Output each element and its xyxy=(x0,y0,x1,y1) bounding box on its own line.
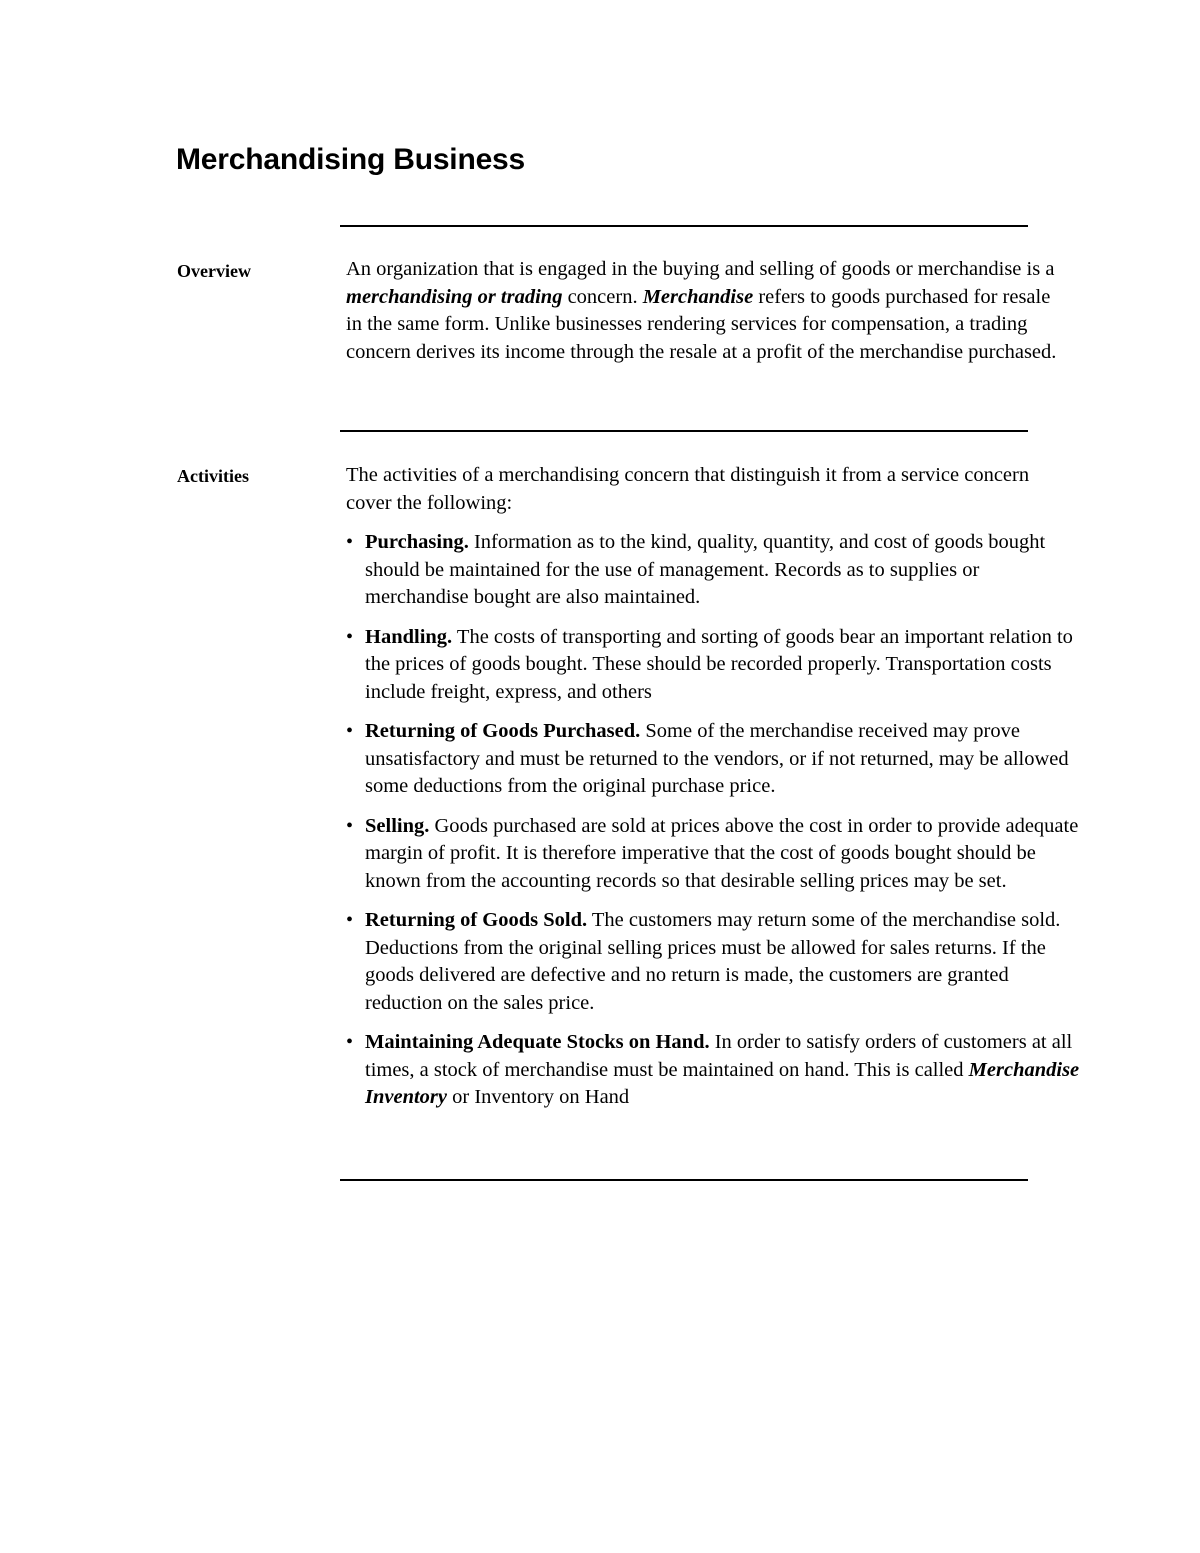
activity-text: The customers may return some of the merchandise sold. Deductions from the original selling prices must be allowed for sales returns. If the goods delivered are defective and no return is made, the customers are granted reduction on the sales price. xyxy=(365,909,1061,1014)
section-divider-middle xyxy=(340,430,1028,432)
activity-text: Goods purchased are sold at prices above the cost in order to provide adequate margin of profit. It is therefore imperative that the cost of goods bought should be known from the accounting records so that desirable selling prices may be set. xyxy=(365,814,1079,892)
activity-item-selling xyxy=(346,813,1090,896)
activity-item-purchasing xyxy=(346,529,1080,612)
overview-text-middle: concern. xyxy=(562,285,643,308)
activity-title: Purchasing. xyxy=(365,531,469,553)
bullet-icon: • xyxy=(346,814,354,837)
overview-text-after: refers to goods purchased for resale in the same form. Unlike businesses rendering services for compensation, a trading concern derives its income through the resale at a profit of the merchandise purchased. xyxy=(346,285,1057,363)
activity-title: Returning of Goods Sold. xyxy=(365,909,588,931)
overview-text-before: An organization that is engaged in the buying and selling of goods or merchandise is a xyxy=(346,258,1055,280)
merchandising-or-trading-term: merchandising or trading xyxy=(346,285,563,308)
activity-item-maintaining-stocks xyxy=(346,1029,1090,1112)
activity-item-handling xyxy=(346,624,1090,707)
activity-title: Returning of Goods Purchased. xyxy=(365,720,641,742)
activity-text: The costs of transporting and sorting of goods bear an important relation to the prices of goods bought. These should be recorded properly. Transportation costs include freight, express, and others xyxy=(365,625,1073,703)
activity-title: Maintaining Adequate Stocks on Hand. xyxy=(365,1031,710,1053)
section-divider-bottom xyxy=(340,1179,1028,1181)
merchandise-term: Merchandise xyxy=(642,285,754,308)
activity-title: Handling. xyxy=(365,625,453,648)
activities-intro: The activities of a merchandising concern that distinguish it from a service concern cover the following: xyxy=(346,464,1030,514)
overview-paragraph xyxy=(346,256,1066,366)
bullet-icon: • xyxy=(346,909,354,931)
activity-title: Selling. xyxy=(365,814,430,837)
section-divider-top xyxy=(340,225,1028,227)
overview-label: Overview xyxy=(177,261,251,281)
bullet-icon: • xyxy=(346,720,354,742)
activity-text: Information as to the kind, quality, quantity, and cost of goods bought should be maintained for the use of management. Records as to supplies or merchandise bought are also maintained. xyxy=(365,531,1046,608)
activity-item-returning-sold xyxy=(346,907,1083,1017)
bullet-icon: • xyxy=(346,625,354,648)
activity-text: Some of the merchandise received may prove unsatisfactory and must be returned to the vendors, or if not returned, may be allowed some deductions from the original purchase price. xyxy=(365,720,1069,797)
activity-text-after: or Inventory on Hand xyxy=(447,1086,630,1108)
page-title: Merchandising Business xyxy=(176,143,526,176)
merchandise-inventory-term: Merchandise Inventory xyxy=(365,1058,1080,1108)
bullet-icon: • xyxy=(346,1031,354,1053)
activity-text: In order to satisfy orders of customers at all times, a stock of merchandise must be maintained on hand. This is called xyxy=(365,1031,1073,1081)
activity-item-returning-purchased xyxy=(346,718,1100,801)
activities-list xyxy=(346,529,1086,1112)
activities-label: Activities xyxy=(177,466,249,486)
activities-section xyxy=(346,462,1086,1112)
bullet-icon: • xyxy=(346,531,354,553)
